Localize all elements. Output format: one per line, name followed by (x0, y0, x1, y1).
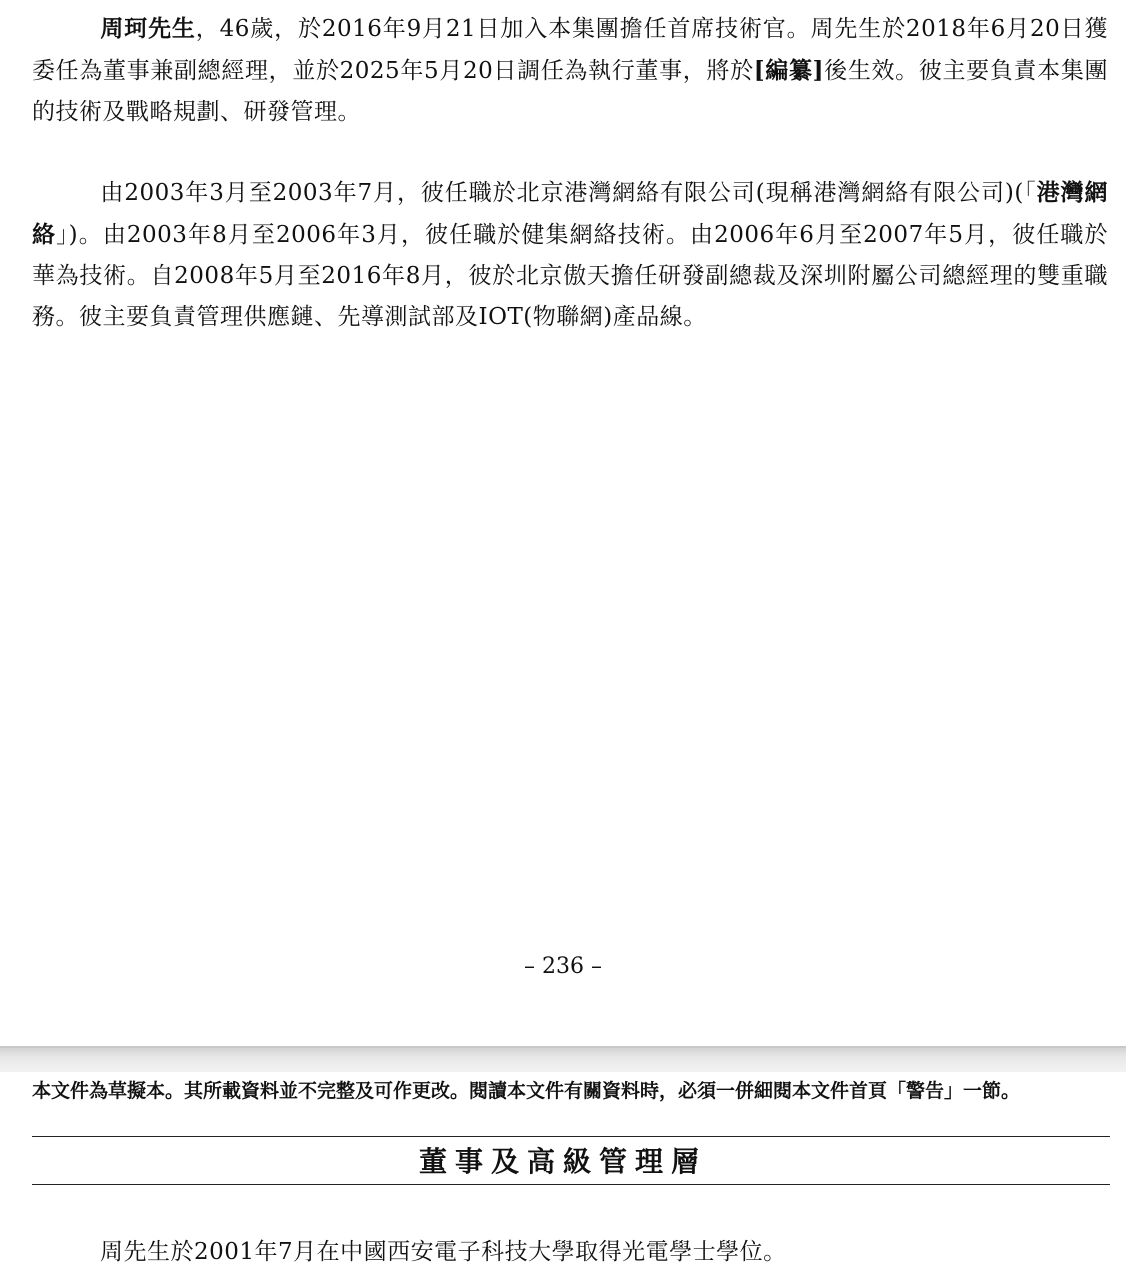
section-title: 董事及高級管理層 (418, 1145, 707, 1178)
page-separator (0, 1046, 1126, 1072)
page-number: – 236 – (524, 954, 602, 979)
header-rule-top (32, 1136, 1110, 1137)
education-paragraph (32, 1232, 1108, 1273)
paragraph-text-continued: 後生效。彼主要負責本集團的技術及戰略規劃、研發管理。 (32, 58, 1109, 125)
redacted-marker: [編纂] (753, 57, 825, 84)
defined-term: 港灣網絡 (32, 179, 1108, 248)
person-name: 周珂先生 (100, 15, 196, 42)
header-rule-bottom (32, 1184, 1110, 1185)
paragraph-text: 由2003年3月至2003年7月，彼任職於北京港灣網絡有限公司(現稱港灣網絡有限公司)(「 (100, 180, 1037, 206)
paragraph-text-continued: 」)。由2003年8月至2006年3月，彼任職於健集網絡技術。由2006年6月至2007年5月，彼任職於華為技術。自2008年5月至2016年8月，彼於北京傲天擔任研發副總裁及深圳附屬公司總經理的雙重職務。彼主要負責管理供應鏈、先導測試部及IOT(物聯網)產品線。 (32, 222, 1109, 330)
paragraph-text: 周先生於2001年7月在中國西安電子科技大學取得光電學士學位。 (100, 1239, 787, 1265)
biography-paragraph-1 (32, 8, 1108, 133)
biography-paragraph-2 (32, 172, 1108, 338)
paragraph-text: ，46歲，於2016年9月21日加入本集團擔任首席技術官。周先生於2018年6月20日獲委任為董事兼副總經理，並於2025年5月20日調任為執行董事，將於 (32, 16, 1108, 84)
draft-notice: 本文件為草擬本。其所載資料並不完整及可作更改。閱讀本文件有關資料時，必須一併細閱本文件首頁「警告」一節。 (32, 1080, 1021, 1102)
